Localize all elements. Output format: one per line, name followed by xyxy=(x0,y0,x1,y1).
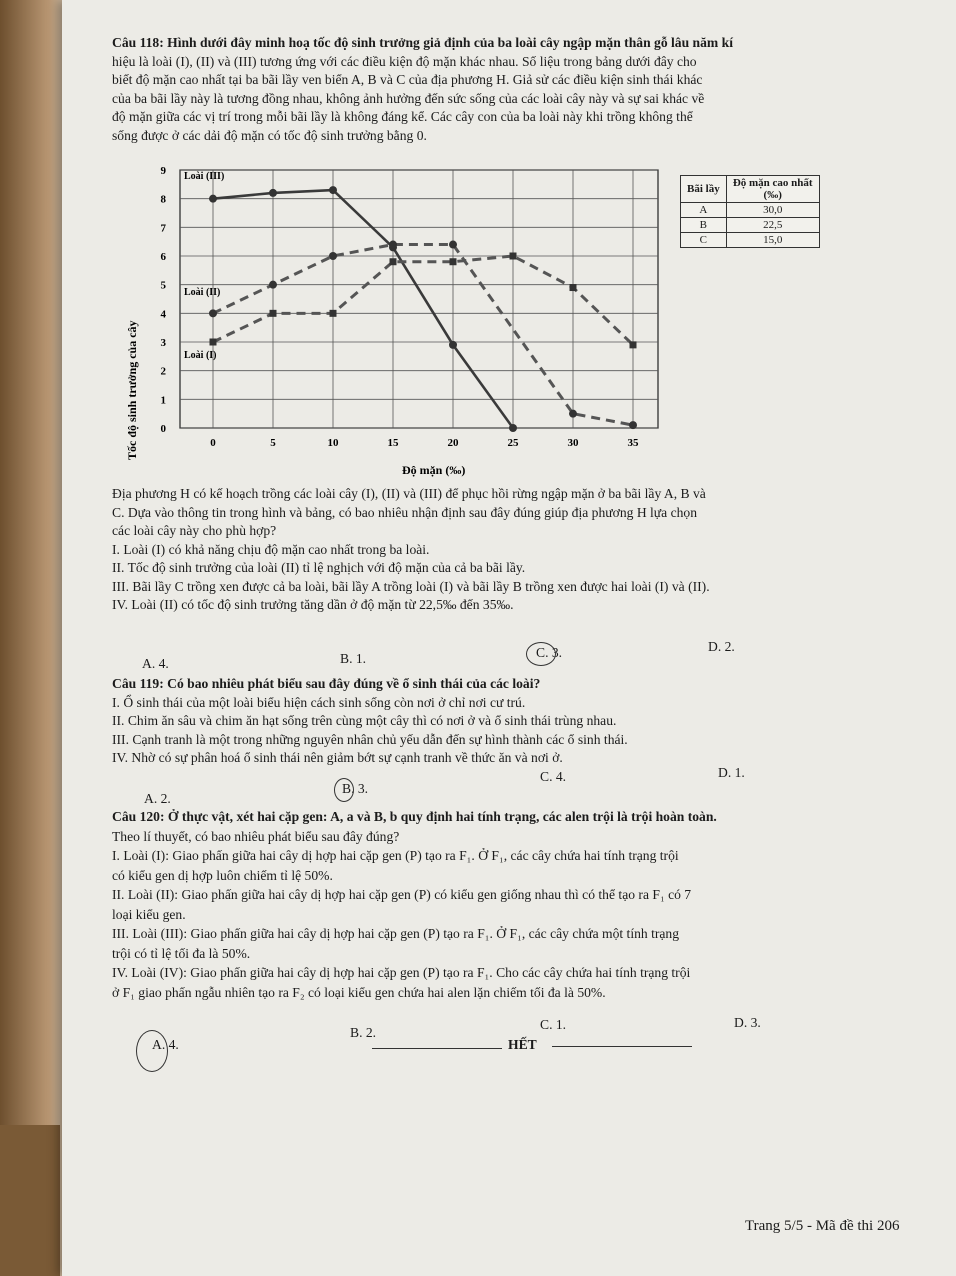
data-point xyxy=(510,253,517,260)
series-line-2 xyxy=(213,245,633,426)
table-header-row xyxy=(681,176,820,203)
q118-line: hiệu là loài (I), (II) và (III) tương ứng với các điều kiện độ mặn khác nhau. Số liệu trong bảng dưới đây cho xyxy=(112,53,697,69)
q120-block xyxy=(112,807,842,1002)
q120-line: I. Loài (I): Giao phấn giữa hai cây dị hợp hai cặp gen (P) tạo ra F₁. Ở F₁, các cây chứa hai tính trạng trội xyxy=(112,848,679,863)
q118-statements xyxy=(112,485,842,615)
q118-line: các loài cây này cho phù hợp? xyxy=(112,523,277,538)
y-axis-label: Tốc độ sinh trưởng của cây xyxy=(125,320,139,460)
legend-label-series-2: Loài (II) xyxy=(184,287,221,298)
table-cell: 15,0 xyxy=(726,233,819,248)
y-tick-label: 2 xyxy=(160,365,166,378)
answer-circle xyxy=(136,1030,168,1072)
q120-line: có kiểu gen dị hợp luôn chiếm tỉ lệ 50%. xyxy=(112,867,333,883)
q118-line: của ba bãi lầy này là tương đồng nhau, không ảnh hưởng đến sức sống của các loài cây này và sự sai khác về xyxy=(112,90,705,106)
data-point xyxy=(449,241,457,249)
q118-line xyxy=(112,34,842,53)
q119-option-c: C. 4. xyxy=(540,769,567,784)
data-point xyxy=(450,258,457,265)
table-header: Độ mặn cao nhất (‰) xyxy=(726,176,819,203)
x-axis-label: Độ mặn (‰) xyxy=(402,463,466,477)
x-tick-label: 35 xyxy=(627,437,639,449)
q119-block xyxy=(112,675,842,768)
x-tick-label: 25 xyxy=(507,437,519,449)
data-point xyxy=(330,310,337,317)
data-point xyxy=(509,424,517,432)
q118-line: Địa phương H có kế hoạch trồng các loài cây (I), (II) và (III) để phục hồi rừng ngập mặn ở ba bãi lầy A, B và xyxy=(112,486,706,501)
data-point xyxy=(570,284,577,291)
q119-line: IV. Nhờ có sự phân hoá ổ sinh thái nên giảm bớt sự cạnh tranh về thức ăn và nơi ở. xyxy=(112,750,563,765)
y-tick-label: 1 xyxy=(160,394,166,407)
growth-chart xyxy=(118,160,678,490)
series-line-3 xyxy=(213,256,633,345)
table-cell: A xyxy=(681,203,727,218)
q118-line: độ mặn giữa các vị trí trong mỗi bãi lầy là không đáng kể. Các cây con của ba loài này khi trồng không thể xyxy=(112,109,693,124)
data-point xyxy=(329,186,337,194)
answer-circle xyxy=(334,778,354,802)
q120-line: trội có tỉ lệ tối đa là 50%. xyxy=(112,945,251,961)
table-row xyxy=(681,203,820,218)
data-point xyxy=(329,252,337,260)
data-point xyxy=(389,241,397,249)
data-point xyxy=(449,341,457,349)
x-tick-label: 30 xyxy=(567,437,579,449)
data-point xyxy=(269,281,277,289)
q118-option-b: B. 1. xyxy=(340,651,367,666)
q118-intro xyxy=(112,34,842,145)
answer-circle xyxy=(526,642,556,666)
y-tick-label: 6 xyxy=(160,251,166,263)
q118-line: III. Bãi lầy C trồng xen được cả ba loài, bãi lầy A trồng loài (I) và bãi lầy B trồng xen được hai loài (I) và (II). xyxy=(112,578,710,594)
q120-line: ở F₁ giao phấn ngẫu nhiên tạo ra F₂ có loại kiểu gen chứa hai alen lặn chiếm tối đa là 50%. xyxy=(112,984,606,1000)
q119-heading: Câu 119: Có bao nhiêu phát biểu sau đây đúng về ổ sinh thái của các loài? xyxy=(112,676,541,691)
data-point xyxy=(210,339,217,346)
q118-line: sống được ở các dải độ mặn có tốc độ sinh trưởng bằng 0. xyxy=(112,127,427,143)
q120-option-a: A. 4. xyxy=(152,1037,179,1052)
q118-line: biết độ mặn cao nhất tại ba bãi lầy ven biển A, B và C của địa phương H. Giả sử các điều kiện sinh thái khác xyxy=(112,72,703,87)
q120-line: II. Loài (II): Giao phấn giữa hai cây dị hợp hai cặp gen (P) có kiểu gen giống nhau thì có thể tạo ra F₁ có 7 xyxy=(112,887,692,902)
q118-heading: Câu 118: Hình dưới đây minh hoạ tốc độ sinh trưởng giả định của ba loài cây ngập mặn thân gỗ lâu năm kí xyxy=(112,35,733,50)
y-tick-label: 9 xyxy=(160,165,166,177)
x-tick-label: 5 xyxy=(270,437,276,449)
table-row xyxy=(681,233,820,248)
x-tick-label: 20 xyxy=(447,437,459,449)
q118-line: IV. Loài (II) có tốc độ sinh trưởng tăng dần ở độ mặn từ 22,5‰ đến 35‰. xyxy=(112,597,514,612)
y-tick-label: 7 xyxy=(160,222,166,235)
q120-line: III. Loài (III): Giao phấn giữa hai cây dị hợp hai cặp gen (P) tạo ra F₁. Ở F₁, các cây chứa một tính trạng xyxy=(112,926,680,941)
q120-option-d: D. 3. xyxy=(734,1015,761,1030)
table-header: Bãi lầy xyxy=(681,176,727,203)
q120-heading: Câu 120: Ở thực vật, xét hai cặp gen: A, a và B, b quy định hai tính trạng, các alen trội là trội hoàn toàn. xyxy=(112,809,717,824)
end-divider-right xyxy=(552,1046,692,1047)
q118-line: II. Tốc độ sinh trưởng của loài (II) tỉ lệ nghịch với độ mặn của cả ba bãi lầy. xyxy=(112,560,526,575)
q118-option-d: D. 2. xyxy=(708,639,735,654)
data-point xyxy=(209,195,217,203)
data-point xyxy=(269,189,277,197)
q120-line xyxy=(112,807,842,827)
table-cell: B xyxy=(681,218,727,233)
page-footer: Trang 5/5 - Mã đề thi 206 xyxy=(745,1218,900,1234)
q120-line: Theo lí thuyết, có bao nhiêu phát biểu sau đây đúng? xyxy=(112,828,400,844)
q119-line: I. Ổ sinh thái của một loài biểu hiện cách sinh sống còn nơi ở chỉ nơi cư trú. xyxy=(112,694,526,710)
q118-line: C. Dựa vào thông tin trong hình và bảng, có bao nhiêu nhận định sau đây đúng giúp địa phương H lựa chọn xyxy=(112,504,698,520)
background-left-edge xyxy=(0,0,70,1276)
x-tick-label: 10 xyxy=(327,437,339,449)
q120-option-c: C. 1. xyxy=(540,1017,567,1032)
background-table xyxy=(0,1125,60,1276)
q119-line: II. Chim ăn sâu và chim ăn hạt sống trên cùng một cây thì có nơi ở và ổ sinh thái trùng nhau. xyxy=(112,713,617,728)
data-point xyxy=(630,341,637,348)
q118-option-c: C. 3. xyxy=(536,645,563,660)
y-tick-label: 3 xyxy=(160,337,166,349)
q120-line: IV. Loài (IV): Giao phấn giữa hai cây dị hợp hai cặp gen (P) tạo ra F₁. Cho các cây chứa hai tính trạng trội xyxy=(112,965,691,980)
table-row xyxy=(681,218,820,233)
data-point xyxy=(209,309,217,317)
legend-label-series-3: Loài (III) xyxy=(184,171,225,182)
q120-option-b: B. 2. xyxy=(350,1025,377,1040)
x-tick-label: 15 xyxy=(387,437,399,449)
q120-line: loại kiểu gen. xyxy=(112,906,186,922)
table-cell: C xyxy=(681,233,727,248)
salinity-table xyxy=(680,175,820,248)
y-tick-label: 4 xyxy=(160,308,166,321)
x-tick-label: 0 xyxy=(210,437,216,449)
data-point xyxy=(390,258,397,265)
series-line-1 xyxy=(213,190,513,428)
q119-option-d: D. 1. xyxy=(718,765,745,780)
data-point xyxy=(569,410,577,418)
end-marker: HẾT xyxy=(508,1037,537,1052)
end-divider-left xyxy=(372,1048,502,1049)
table-cell: 22,5 xyxy=(726,218,819,233)
q118-line: I. Loài (I) có khả năng chịu độ mặn cao nhất trong ba loài. xyxy=(112,541,430,557)
table-cell: 30,0 xyxy=(726,203,819,218)
y-tick-label: 5 xyxy=(160,279,166,292)
data-point xyxy=(270,310,277,317)
y-tick-label: 8 xyxy=(160,193,166,206)
legend-label-series-1: Loài (I) xyxy=(184,350,217,361)
q119-line: III. Cạnh tranh là một trong những nguyên nhân chủ yếu dẫn đến sự hình thành các ổ sinh thái. xyxy=(112,731,628,747)
y-tick-label: 0 xyxy=(160,423,166,435)
q119-line xyxy=(112,675,842,694)
q119-option-b: B. 3. xyxy=(342,781,369,796)
q119-option-a: A. 2. xyxy=(144,791,171,806)
q118-option-a: A. 4. xyxy=(142,656,169,671)
data-point xyxy=(629,421,637,429)
